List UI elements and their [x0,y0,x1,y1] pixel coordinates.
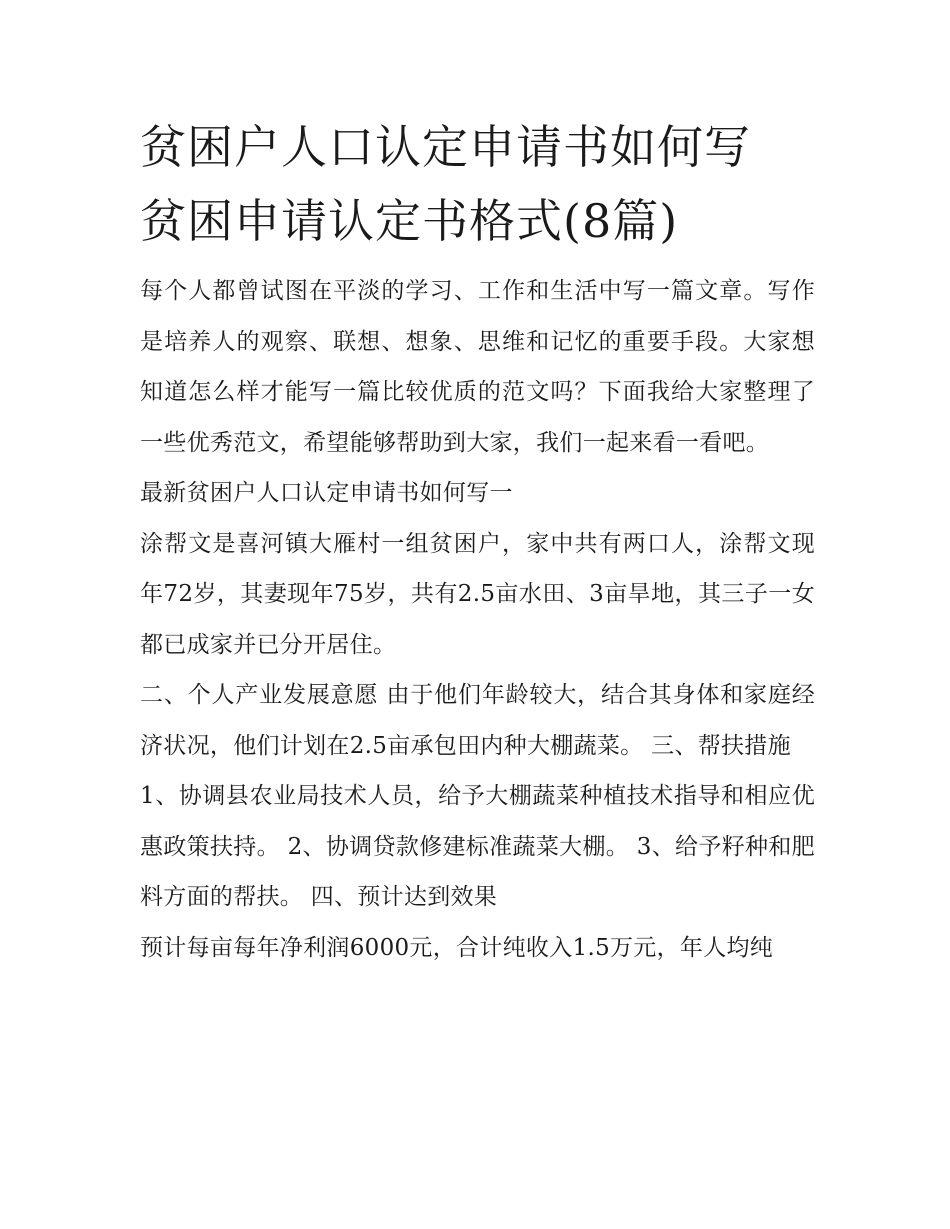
document-title [140,110,815,258]
intro-paragraph: 每个人都曾试图在平淡的学习、工作和生活中写一篇文章。写作是培养人的观察、联想、想象、思维和记忆的重要手段。大家想知道怎么样才能写一篇比较优质的范文吗？下面我给大家整理了一些优秀范文，希望能够帮助到大家，我们一起来看一看吧。 [140,278,815,456]
section-heading: 最新贫困户人口认定申请书如何写一 [140,480,513,506]
measures-paragraph: 1、协调县农业局技术人员，给予大棚蔬菜种植技术指导和相应优惠政策扶持。 2、协调贷款修建标准蔬菜大棚。 3、给予籽种和肥料方面的帮扶。 四、预计达到效果 [140,783,815,910]
document-page [140,110,815,973]
title-line-1: 贫困户人口认定申请书如何写 [140,120,751,174]
industry-paragraph: 二、个人产业发展意愿 由于他们年龄较大，结合其身体和家庭经济状况，他们计划在2.5亩承包田内种大棚蔬菜。 三、帮扶措施 [140,682,815,759]
household-paragraph: 涂帮文是喜河镇大雁村一组贫困户，家中共有两口人，涂帮文现年72岁，其妻现年75岁，共有2.5亩水田、3亩旱地，其三子一女都已成家并已分开居住。 [140,530,815,658]
effect-paragraph: 预计每亩每年净利润6000元，合计纯收入1.5万元，年人均纯 [140,934,774,961]
title-line-2: 贫困申请认定书格式(8篇) [140,194,679,248]
